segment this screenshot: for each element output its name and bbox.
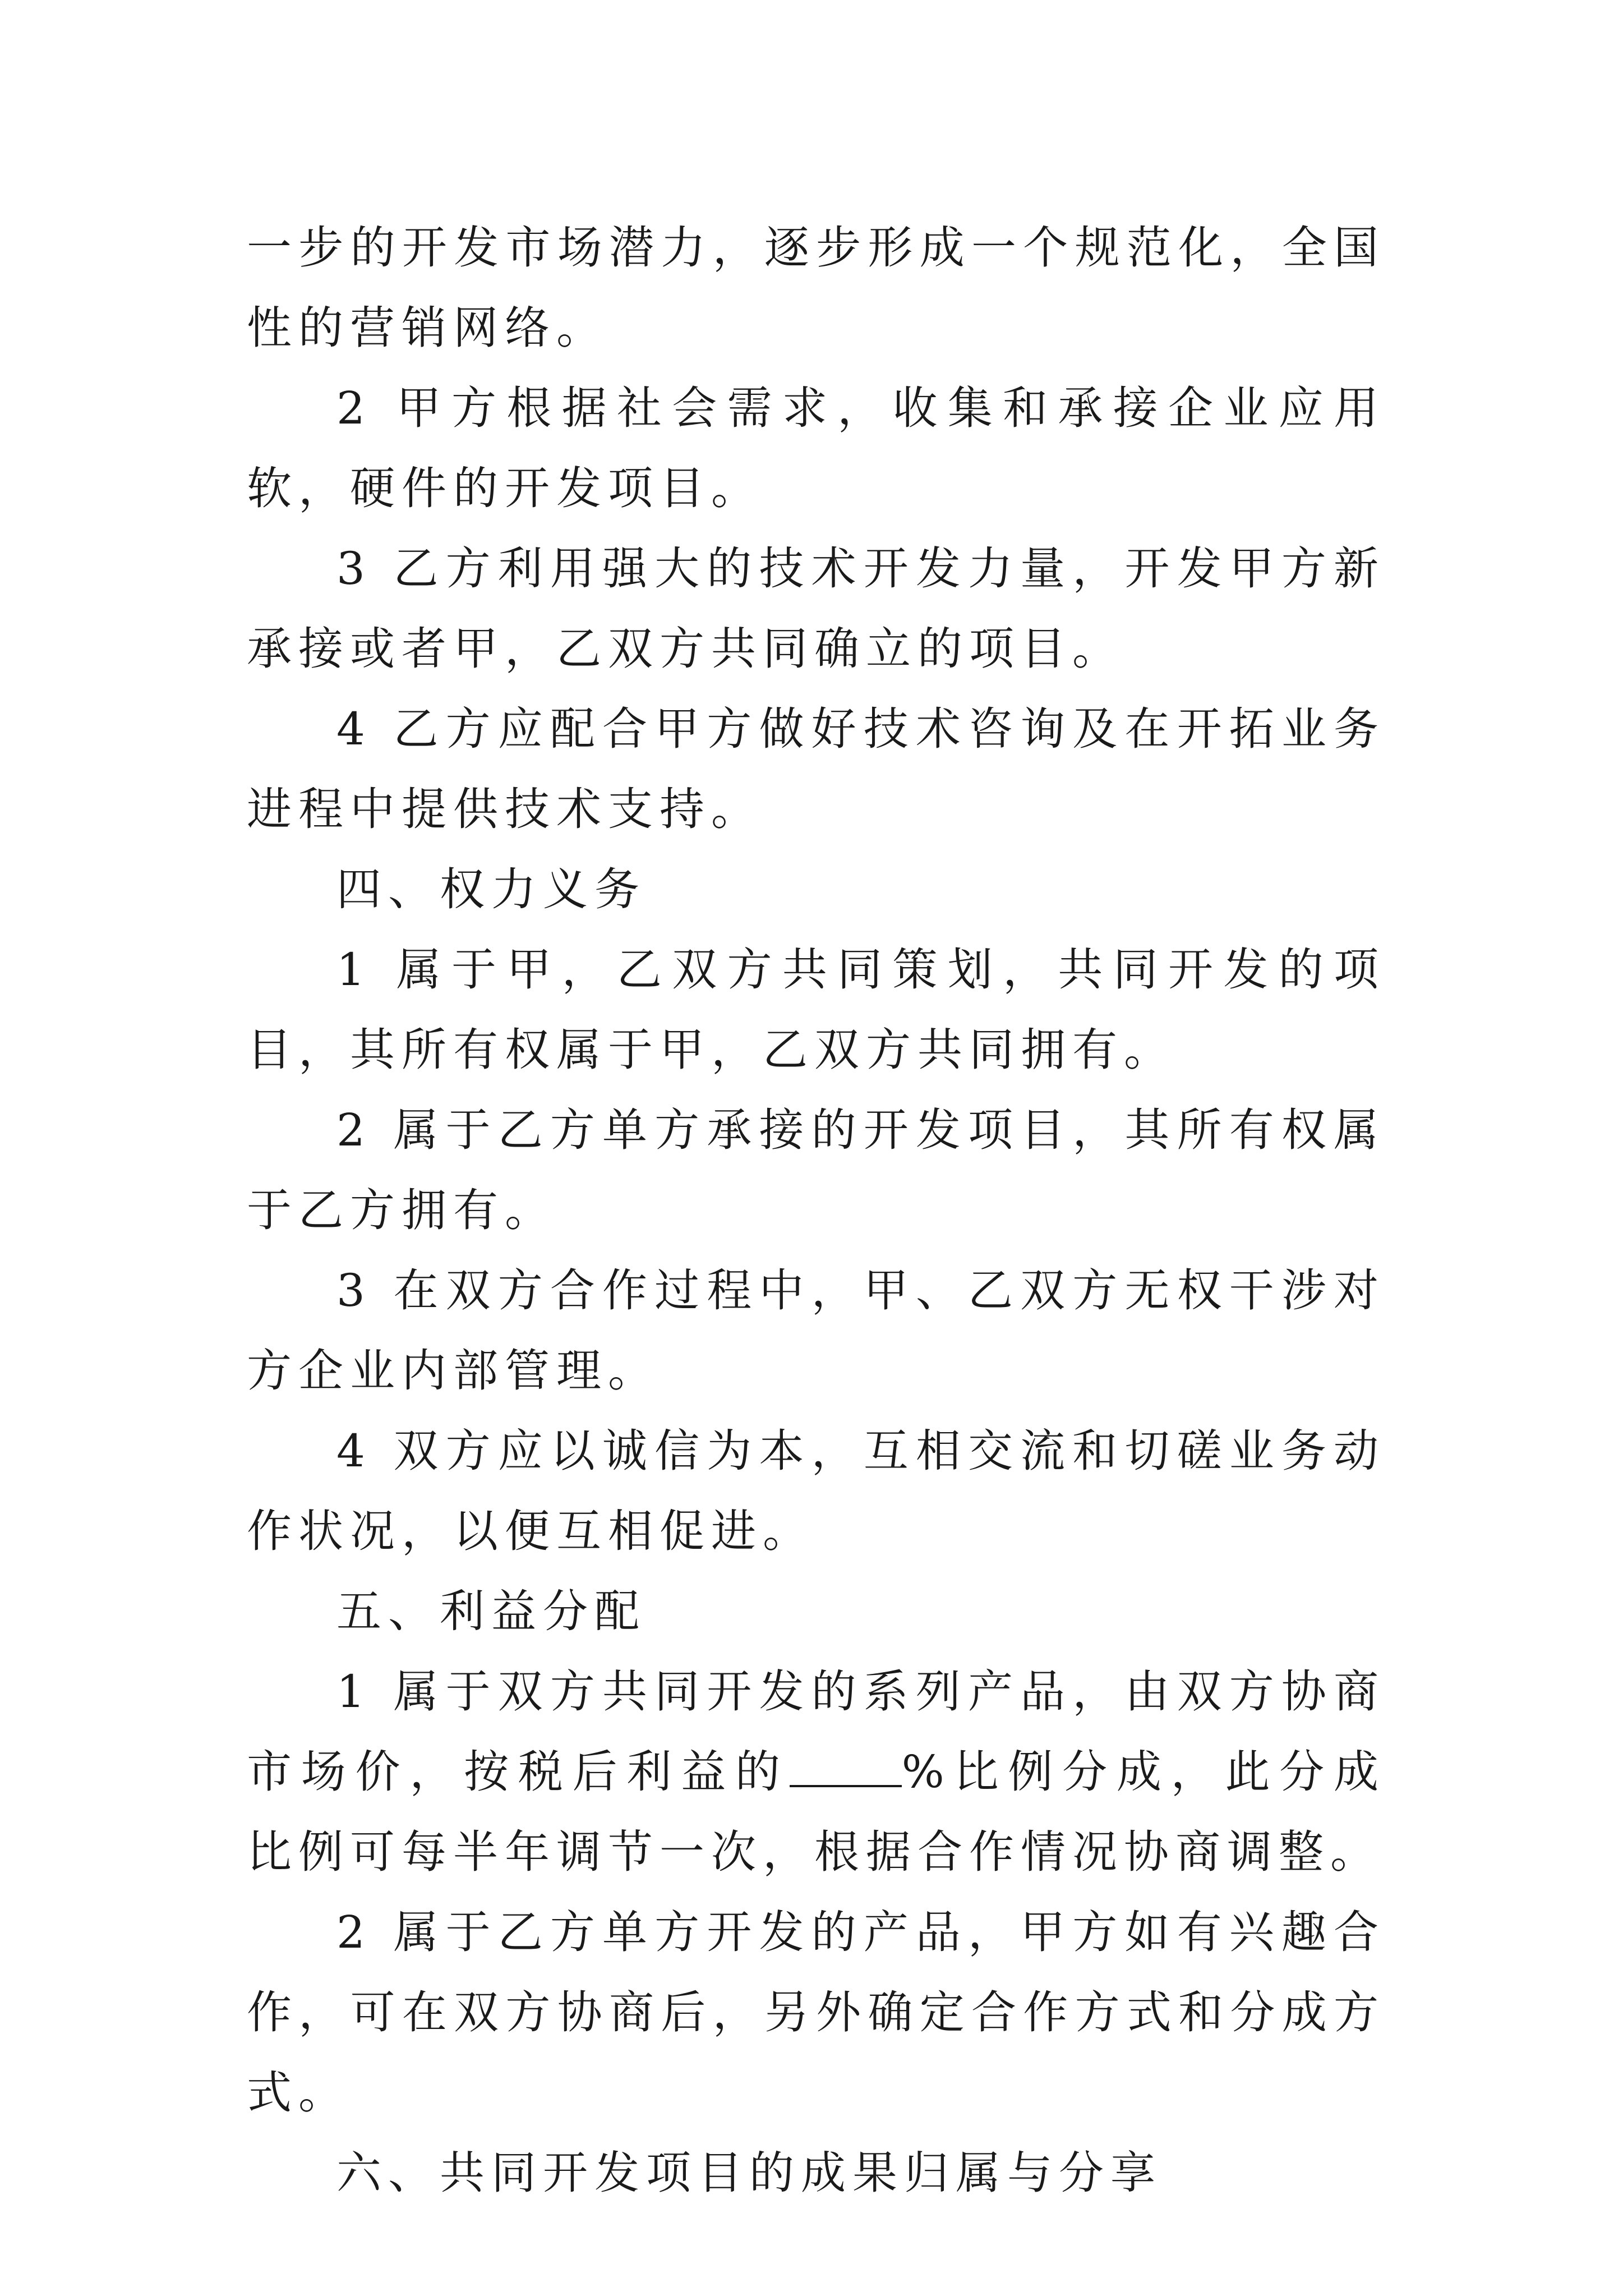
section-heading-rights-duties: 四、权力义务: [336, 863, 646, 915]
paragraph-clause-4-4: 4 双方应以诚信为本，互相交流和切磋业务动作状况，以便互相促进。: [247, 1425, 1385, 1557]
paragraph-clause-4-1: 1 属于甲，乙双方共同策划，共同开发的项目，其所有权属于甲，乙双方共同拥有。: [247, 944, 1385, 1076]
percentage-blank-field: [790, 1746, 902, 1787]
paragraph-clause-3-2: 2 甲方根据社会需求，收集和承接企业应用软，硬件的开发项目。: [247, 382, 1385, 514]
section-heading-results-ownership: 六、共同开发项目的成果归属与分享: [336, 2147, 1162, 2199]
paragraph-clause-3-3: 3 乙方利用强大的技术开发力量，开发甲方新承接或者甲，乙双方共同确立的项目。: [247, 542, 1385, 675]
paragraph-clause-4-2: 2 属于乙方单方承接的开发项目，其所有权属于乙方拥有。: [247, 1104, 1385, 1236]
paragraph-intro-continuation: 一步的开发市场潜力，逐步形成一个规范化，全国性的营销网络。: [247, 222, 1385, 354]
paragraph-clause-4-3: 3 在双方合作过程中，甲、乙双方无权干涉对方企业内部管理。: [247, 1264, 1385, 1397]
section-heading-profit-distribution: 五、利益分配: [336, 1585, 646, 1637]
paragraph-clause-3-4: 4 乙方应配合甲方做好技术咨询及在开拓业务进程中提供技术支持。: [247, 703, 1385, 835]
paragraph-clause-5-1: [247, 1651, 1385, 1892]
paragraph-clause-5-2: 2 属于乙方单方开发的产品，甲方如有兴趣合作，可在双方协商后，另外确定合作方式和分成方式。: [247, 1906, 1385, 2119]
clause-5-1-after-blank: %比例分成，此分成比例可每半年调节一次，根据合作情况协商调整。: [247, 1746, 1386, 1878]
document-page: [247, 208, 1385, 2213]
clause-5-1-before-blank: 1 属于双方共同开发的系列产品，由双方协商市场价，按税后利益的: [247, 1665, 1385, 1798]
